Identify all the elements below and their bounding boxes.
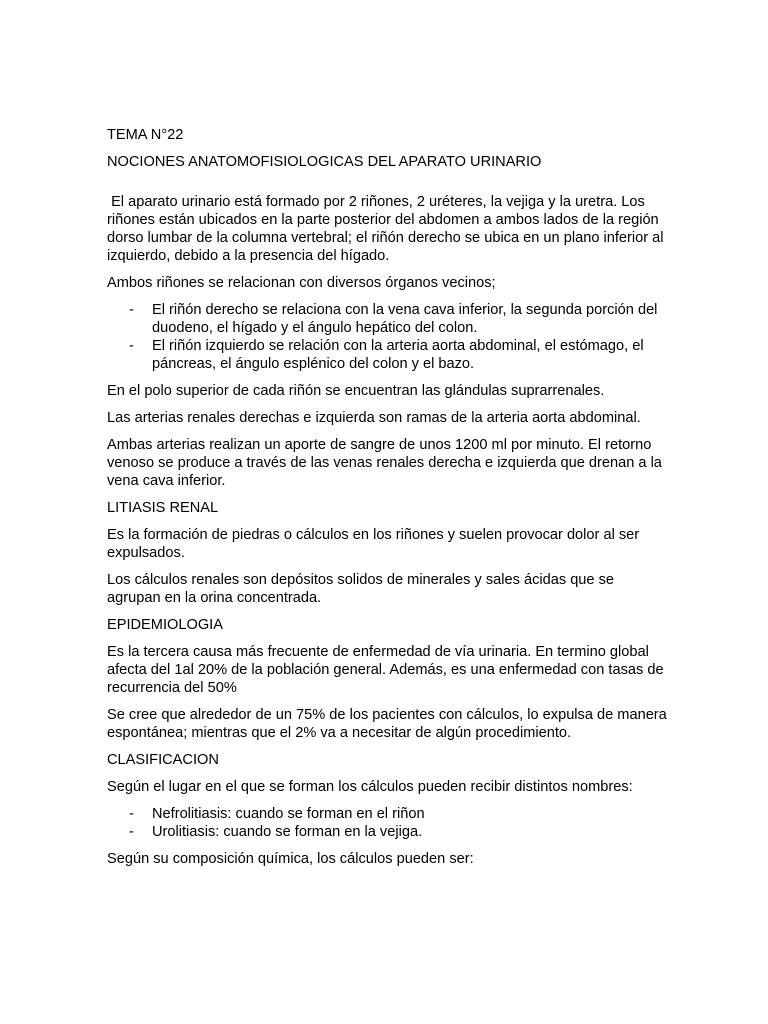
section-heading-litiasis: LITIASIS RENAL (107, 500, 219, 516)
list-item (107, 823, 667, 841)
list-item-text: Urolitiasis: cuando se forman en la vejiga. (152, 824, 423, 840)
list-item-text: El riñón derecho se relaciona con la vena cava inferior, la segunda porción del duodeno, el hígado y el ángulo hepático del colon. (152, 302, 658, 336)
aporte-paragraph: Ambas arterias realizan un aporte de sangre de unos 1200 ml por minuto. El retorno venoso se produce a través de las venas renales derecha e izquierda que drenan a la vena cava inferior. (107, 437, 662, 489)
relations-intro: Ambos riñones se relacionan con diversos órganos vecinos; (107, 275, 496, 291)
list-item-text: Nefrolitiasis: cuando se forman en el riñon (152, 806, 425, 822)
composicion-paragraph: Según su composición química, los cálculos pueden ser: (107, 851, 474, 867)
list-item (107, 337, 667, 373)
list-item (107, 301, 667, 337)
intro-paragraph: El aparato urinario está formado por 2 riñones, 2 uréteres, la vejiga y la uretra. Los riñones están ubicados en la parte posterior del abdomen a ambos lados de la región dorso lumbar de la columna vertebral; el riñón derecho se ubica en un plano inferior al izquierdo, debido a la presencia del hígado. (107, 194, 668, 264)
calculos-paragraph: Los cálculos renales son depósitos solidos de minerales y sales ácidas que se agrupan en la orina concentrada. (107, 572, 615, 606)
arterias-paragraph: Las arterias renales derechas e izquierda son ramas de la arteria aorta abdominal. (107, 410, 641, 426)
suprarrenales-paragraph: En el polo superior de cada riñón se encuentran las glándulas suprarrenales. (107, 383, 605, 399)
clasificacion-intro: Según el lugar en el que se forman los cálculos pueden recibir distintos nombres: (107, 779, 633, 795)
litiasis-definition: Es la formación de piedras o cálculos en los riñones y suelen provocar dolor al ser expulsados. (107, 527, 640, 561)
dash-bullet: - (129, 824, 134, 840)
list-item (107, 805, 667, 823)
list-item-text: El riñón izquierdo se relación con la arteria aorta abdominal, el estómago, el páncreas, el ángulo esplénico del colon y el bazo. (152, 338, 644, 372)
dash-bullet: - (129, 806, 134, 822)
clasificacion-list (107, 805, 667, 841)
topic-number: TEMA N°22 (107, 127, 184, 143)
dash-bullet: - (129, 338, 134, 354)
epidemiologia-paragraph-2: Se cree que alrededor de un 75% de los pacientes con cálculos, lo expulsa de manera espontánea; mientras que el 2% va a necesitar de algún procedimiento. (107, 707, 667, 741)
document-title: NOCIONES ANATOMOFISIOLOGICAS DEL APARATO URINARIO (107, 154, 542, 170)
relations-list (107, 301, 667, 373)
section-heading-epidemiologia: EPIDEMIOLOGIA (107, 617, 223, 633)
document-body (107, 126, 667, 877)
epidemiologia-paragraph-1: Es la tercera causa más frecuente de enfermedad de vía urinaria. En termino global afecta del 1al 20% de la población general. Además, es una enfermedad con tasas de recurrencia del 50% (107, 644, 664, 696)
section-heading-clasificacion: CLASIFICACION (107, 752, 219, 768)
dash-bullet: - (129, 302, 134, 318)
